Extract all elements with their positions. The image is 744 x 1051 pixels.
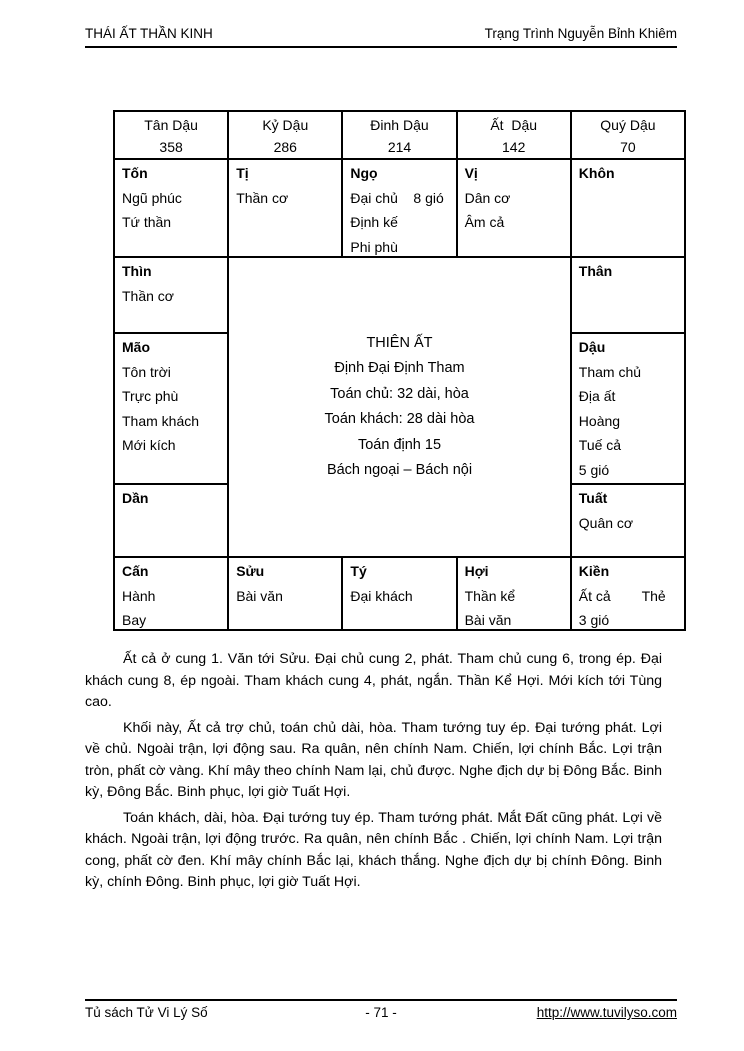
palace-title: Mão xyxy=(122,339,150,355)
cell-line: Ngũ phúc xyxy=(122,189,182,206)
thai-at-chart-table xyxy=(113,110,686,631)
palace-cell-kien xyxy=(572,558,684,629)
palace-title: Hợi xyxy=(464,563,489,579)
palace-cell-dau xyxy=(572,334,684,483)
cell-line: 5 gió xyxy=(578,461,610,478)
palace-lines xyxy=(236,186,337,211)
cell-line: Âm cả xyxy=(464,214,505,230)
cell-line: Hoàng xyxy=(578,412,621,429)
year-value: 286 xyxy=(273,139,297,155)
palace-lines xyxy=(122,284,223,309)
year-cell-tan-dau xyxy=(115,112,227,158)
cell-line: Mới kích xyxy=(122,437,176,453)
palace-title: Tý xyxy=(350,563,367,579)
palace-cell-mao xyxy=(115,334,227,483)
cell-line: Bài văn xyxy=(464,612,512,628)
palace-lines xyxy=(122,186,223,235)
cell-line: Thần cơ xyxy=(236,189,289,206)
cell-line: Trực phù xyxy=(122,388,179,404)
cell-line: Hành xyxy=(122,587,156,604)
center-toan-chu: Toán chủ: 32 dài, hòa xyxy=(330,385,469,402)
palace-title: Dần xyxy=(122,490,149,506)
cell-line: Ất cả Thẻ xyxy=(578,587,666,604)
header-author: Trạng Trình Nguyễn Bỉnh Khiêm xyxy=(484,26,677,41)
palace-title: Tị xyxy=(236,165,249,181)
center-toan-dinh: Toán định 15 xyxy=(357,436,442,453)
center-bach: Bách ngoại – Bách nội xyxy=(326,462,473,478)
cell-line: Tứ thần xyxy=(122,214,172,230)
year-name: Đinh Dậu xyxy=(370,117,429,133)
palace-title: Dậu xyxy=(578,339,606,355)
year-cell-quy-dau xyxy=(572,112,684,158)
palace-lines xyxy=(122,584,223,630)
paragraph-2: Khối này, Ất cả trợ chủ, toán chủ dài, hòa. Tham tướng tuy ép. Đại tướng phát. Lợi về chủ. Ngoài trận, lợi động sau. Ra quân, nên chính Nam. Chiến, lợi chính Bắc. Lợi trận tròn, phất cờ vàng. Khí mây theo chính Nam lại, chủ được. Nghe địch dự bị Đông Bắc. Binh kỳ, Đông Bắc. Binh phục, lợi giờ Tuất Hợi. xyxy=(85,719,662,800)
year-value: 358 xyxy=(159,139,183,155)
palace-cell-khon xyxy=(572,160,684,256)
palace-cell-ton xyxy=(115,160,227,256)
year-value: 70 xyxy=(620,139,636,155)
palace-title: Tuất xyxy=(578,490,608,506)
palace-lines xyxy=(122,360,223,458)
cell-line: Tôn trời xyxy=(122,363,171,380)
footer-website-link[interactable]: http://www.tuvilyso.com xyxy=(536,1005,677,1020)
cell-line: Tham chủ xyxy=(578,363,642,380)
page-header xyxy=(85,26,677,48)
palace-title: Vị xyxy=(464,165,478,181)
center-title: THIÊN ẤT xyxy=(366,334,433,351)
palace-lines xyxy=(465,186,566,235)
palace-lines xyxy=(579,584,680,630)
palace-cell-ty xyxy=(343,558,455,629)
center-toan-khach: Toán khách: 28 dài hòa xyxy=(324,411,475,427)
palace-title: Ngọ xyxy=(350,165,378,181)
year-value: 142 xyxy=(502,139,526,155)
cell-line: Tham khách xyxy=(122,412,200,429)
cell-line: 3 gió xyxy=(578,612,610,628)
palace-cell-than xyxy=(572,258,684,332)
cell-line: Thần kể xyxy=(464,587,516,604)
year-name: Kỷ Dậu xyxy=(262,117,309,133)
year-name: Tân Dậu xyxy=(144,117,198,133)
page-number: - 71 - xyxy=(365,1005,397,1020)
cell-line: Quân cơ xyxy=(578,514,634,531)
year-name: Ất Dậu xyxy=(490,117,538,133)
paragraph-3: Toán khách, dài, hòa. Đại tướng tuy ép. Tham tướng phát. Mắt Đất cũng phát. Lợi về khách. Ngoài trận, lợi động trước. Ra quân, nên chính Bắc . Chiến, lợi chính Nam. Lợi trận cong, phất cờ đen. Khí mây chính Bắc lại, khách thắng. Nghe địch dự bị chính Đông. Binh kỳ, chính Đông. Binh phục, lợi giờ Tuất Hợi. xyxy=(85,809,662,890)
footer-series-title: Tủ sách Tử Vi Lý Số xyxy=(85,1005,208,1020)
palace-cell-dan xyxy=(115,485,227,556)
cell-line: Tuế cả xyxy=(578,437,622,453)
palace-lines xyxy=(579,511,680,536)
cell-line: Phi phù xyxy=(350,238,398,255)
palace-title: Sửu xyxy=(236,563,265,579)
cell-line: Dân cơ xyxy=(464,189,511,206)
palace-title: Khôn xyxy=(578,165,615,181)
palace-title: Thìn xyxy=(122,263,152,279)
chart-center-summary xyxy=(229,258,570,556)
center-line: Định Đại Định Tham xyxy=(334,360,465,376)
palace-cell-thin xyxy=(115,258,227,332)
year-cell-ky-dau xyxy=(229,112,341,158)
palace-lines xyxy=(236,584,337,609)
palace-cell-suu xyxy=(229,558,341,629)
palace-title: Tốn xyxy=(122,165,148,181)
cell-line: Bài văn xyxy=(236,587,283,604)
palace-cell-vi xyxy=(458,160,570,256)
palace-cell-hoi xyxy=(458,558,570,629)
palace-title: Thân xyxy=(578,263,613,279)
cell-line: Địa ất xyxy=(578,388,616,404)
cell-line: Bay xyxy=(122,612,147,628)
palace-cell-can xyxy=(115,558,227,629)
cell-line: Định kế xyxy=(350,214,398,230)
palace-lines xyxy=(579,360,680,483)
cell-line: Đại khách xyxy=(350,587,413,604)
body-text xyxy=(85,649,662,898)
palace-cell-ti xyxy=(229,160,341,256)
paragraph-1: Ất cả ở cung 1. Văn tới Sửu. Đại chủ cung 2, phát. Tham chủ cung 6, trong ép. Đại khách cung 8, ép ngoài. Tham khách cung 4, phát, ngắn. Thần Kể Hợi. Mới kích tới Tùng cao. xyxy=(85,651,662,710)
palace-lines xyxy=(350,186,451,257)
year-cell-at-dau xyxy=(458,112,570,158)
cell-line: Đại chủ 8 gió xyxy=(350,189,444,206)
palace-cell-tuat xyxy=(572,485,684,556)
page-footer xyxy=(85,999,677,1020)
header-book-title: THÁI ẤT THẦN KINH xyxy=(85,26,213,41)
palace-lines xyxy=(465,584,566,630)
palace-title: Kiền xyxy=(578,563,610,579)
year-value: 214 xyxy=(387,139,412,155)
palace-title: Cấn xyxy=(122,563,149,579)
palace-lines xyxy=(350,584,451,609)
palace-cell-ngo xyxy=(343,160,455,256)
cell-line: Thần cơ xyxy=(122,287,174,304)
year-cell-dinh-dau xyxy=(343,112,455,158)
year-name: Quý Dậu xyxy=(600,117,656,133)
